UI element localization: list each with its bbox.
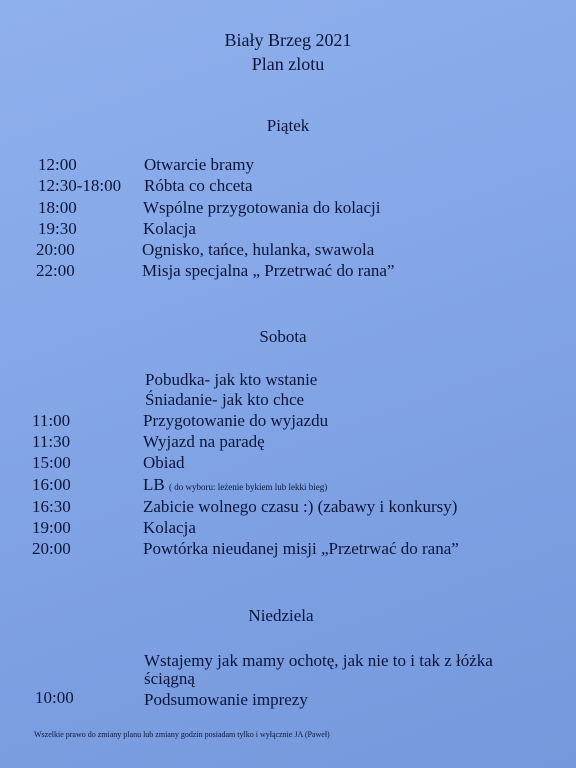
schedule-time: 19:00 — [32, 518, 71, 537]
day-heading-sunday: Niedziela — [248, 606, 314, 625]
schedule-activity: Obiad — [143, 453, 185, 472]
schedule-time: 16:30 — [32, 497, 71, 516]
schedule-activity: Kolacja — [143, 518, 196, 537]
schedule-time: 11:30 — [32, 432, 71, 451]
schedule-activity: Misja specjalna „ Przetrwać do rana” — [142, 261, 395, 280]
schedule-time: 22:00 — [36, 261, 75, 280]
schedule-activity: Ognisko, tańce, hulanka, swawola — [142, 240, 375, 259]
schedule-activity: Wyjazd na paradę — [143, 432, 265, 451]
schedule-time: 11:00 — [32, 411, 71, 430]
schedule-activity: Otwarcie bramy — [144, 155, 254, 174]
schedule-activity: Zabicie wolnego czasu :) (zabawy i konkursy) — [143, 497, 458, 516]
day-heading-saturday: Sobota — [259, 327, 307, 346]
schedule-activity: Róbta co chceta — [144, 176, 253, 195]
schedule-time: 12:00 — [38, 155, 77, 174]
schedule-activity: Wspólne przygotowania do kolacji — [143, 198, 381, 217]
schedule-time: 15:00 — [32, 453, 71, 472]
schedule-time: 20:00 — [36, 240, 75, 259]
footer-disclaimer: Wszelkie prawo do zmiany planu lub zmiany godzin posiadam tylko i wyłącznie JA (Paweł) — [34, 730, 330, 739]
schedule-time: 18:00 — [38, 198, 77, 217]
schedule-activity: Kolacja — [143, 219, 196, 238]
schedule-activity-continued: ściągną — [144, 669, 195, 688]
schedule-activity: Pobudka- jak kto wstanie — [145, 370, 318, 389]
schedule-activity: Śniadanie- jak kto chce — [145, 390, 305, 409]
schedule-time: 20:00 — [32, 539, 71, 558]
schedule-activity — [143, 475, 327, 495]
schedule-activity: Wstajemy jak mamy ochotę, jak nie to i tak z łóżka — [144, 651, 493, 670]
activity-note: ( do wyboru: leżenie bykiem lub lekki bieg) — [168, 482, 328, 492]
document-subtitle: Plan zlotu — [251, 54, 325, 74]
schedule-time: 16:00 — [32, 475, 71, 494]
schedule-time: 19:30 — [38, 219, 77, 238]
document-title: Biały Brzeg 2021 — [224, 30, 352, 50]
activity-label: LB — [143, 475, 165, 494]
schedule-activity: Podsumowanie imprezy — [144, 690, 308, 709]
schedule-time: 12:30-18:00 — [38, 176, 122, 195]
day-heading-friday: Piątek — [266, 116, 310, 135]
schedule-activity: Przygotowanie do wyjazdu — [143, 411, 329, 430]
schedule-time: 10:00 — [35, 688, 74, 707]
schedule-activity: Powtórka nieudanej misji „Przetrwać do rana” — [143, 539, 459, 558]
